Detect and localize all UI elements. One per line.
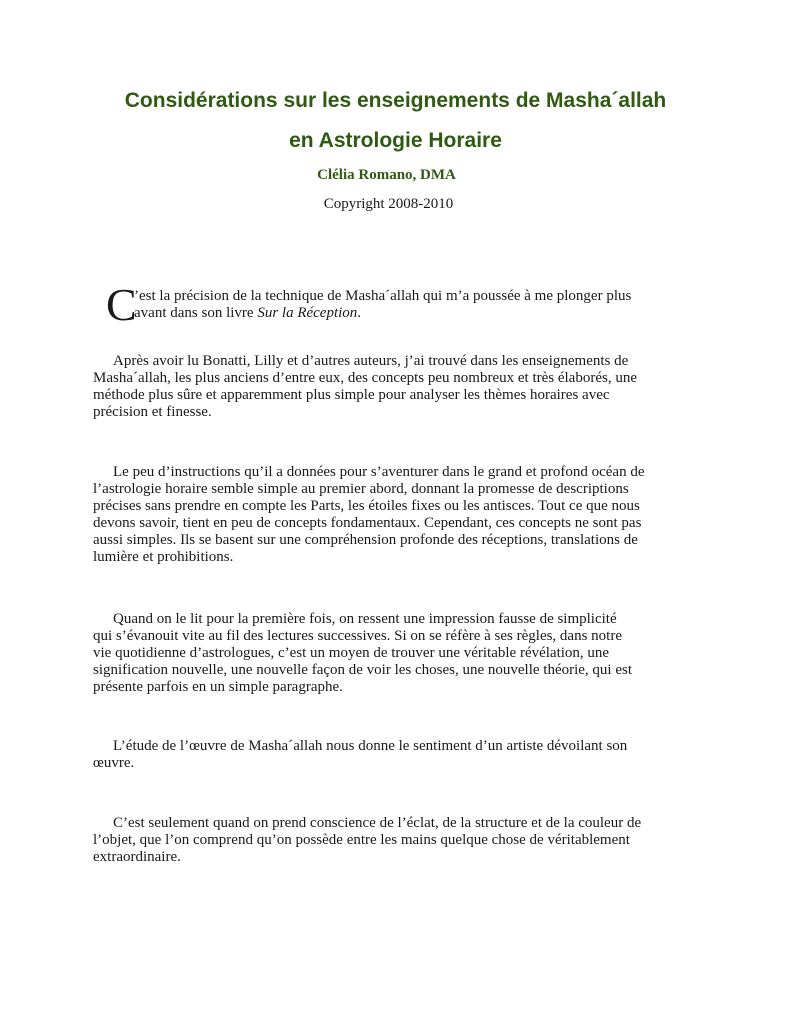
document-title-line-1: Considérations sur les enseignements de Masha´allah xyxy=(124,89,667,112)
paragraph-line: devons savoir, tient en peu de concepts fondamentaux. Cependant, ces concepts ne sont pas xyxy=(93,515,642,531)
paragraph-line: précision et finesse. xyxy=(93,404,212,420)
paragraph-line: ’est la précision de la technique de Masha´allah qui m’a poussée à me plonger plus xyxy=(134,288,632,304)
paragraph-line: C’est seulement quand on prend conscience de l’éclat, de la structure et de la couleur de xyxy=(113,815,642,831)
copyright-notice: Copyright 2008-2010 xyxy=(323,196,454,212)
paragraph-6 xyxy=(93,815,663,866)
paragraph-line: méthode plus sûre et apparemment plus simple pour analyser les thèmes horaires avec xyxy=(93,387,610,403)
paragraph-4 xyxy=(93,611,663,696)
paragraph-line: signification nouvelle, une nouvelle façon de voir les choses, une nouvelle théorie, qui est xyxy=(93,662,633,678)
paragraph-line: l’astrologie horaire semble simple au premier abord, donnant la promesse de descriptions xyxy=(93,481,629,497)
paragraph-line: précises sans prendre en compte les Parts, les étoiles fixes ou les antisces. Tout ce que nous xyxy=(93,498,640,514)
paragraph-line: Masha´allah, les plus anciens d’entre eux, des concepts peu nombreux et très élaborés, une xyxy=(93,370,637,386)
punctuation: . xyxy=(357,305,362,321)
paragraph-5 xyxy=(93,738,663,772)
paragraph-text: avant dans son livre xyxy=(134,305,258,321)
paragraph-line: qui s’évanouit vite au fil des lectures successives. Si on se réfère à ses règles, dans notre xyxy=(93,628,622,644)
paragraph-line xyxy=(134,305,674,322)
paragraph-line: Quand on le lit pour la première fois, on ressent une impression fausse de simplicité xyxy=(113,611,617,627)
paragraph-line: œuvre. xyxy=(93,755,135,771)
paragraph-1 xyxy=(134,288,674,322)
paragraph-2 xyxy=(93,353,663,421)
author-name: Clélia Romano, DMA xyxy=(317,167,456,183)
paragraph-line: aussi simples. Ils se basent sur une compréhension profonde des réceptions, translations de xyxy=(93,532,638,548)
paragraph-line: Le peu d’instructions qu’il a données pour s’aventurer dans le grand et profond océan de xyxy=(113,464,645,480)
paragraph-line: Après avoir lu Bonatti, Lilly et d’autres auteurs, j’ai trouvé dans les enseignements de xyxy=(113,353,629,369)
paragraph-3 xyxy=(93,464,663,566)
document-title-line-2: en Astrologie Horaire xyxy=(289,129,502,152)
paragraph-line: lumière et prohibitions. xyxy=(93,549,234,565)
paragraph-line: présente parfois en un simple paragraphe. xyxy=(93,679,343,695)
paragraph-line: L’étude de l’œuvre de Masha´allah nous donne le sentiment d’un artiste dévoilant son xyxy=(113,738,628,754)
book-title: Sur la Réception xyxy=(257,305,358,321)
paragraph-line: extraordinaire. xyxy=(93,849,181,865)
drop-cap: C xyxy=(106,279,137,330)
paragraph-line: vie quotidienne d’astrologues, c’est un moyen de trouver une véritable révélation, une xyxy=(93,645,610,661)
paragraph-line: l’objet, que l’on comprend qu’on possède entre les mains quelque chose de véritablement xyxy=(93,832,630,848)
